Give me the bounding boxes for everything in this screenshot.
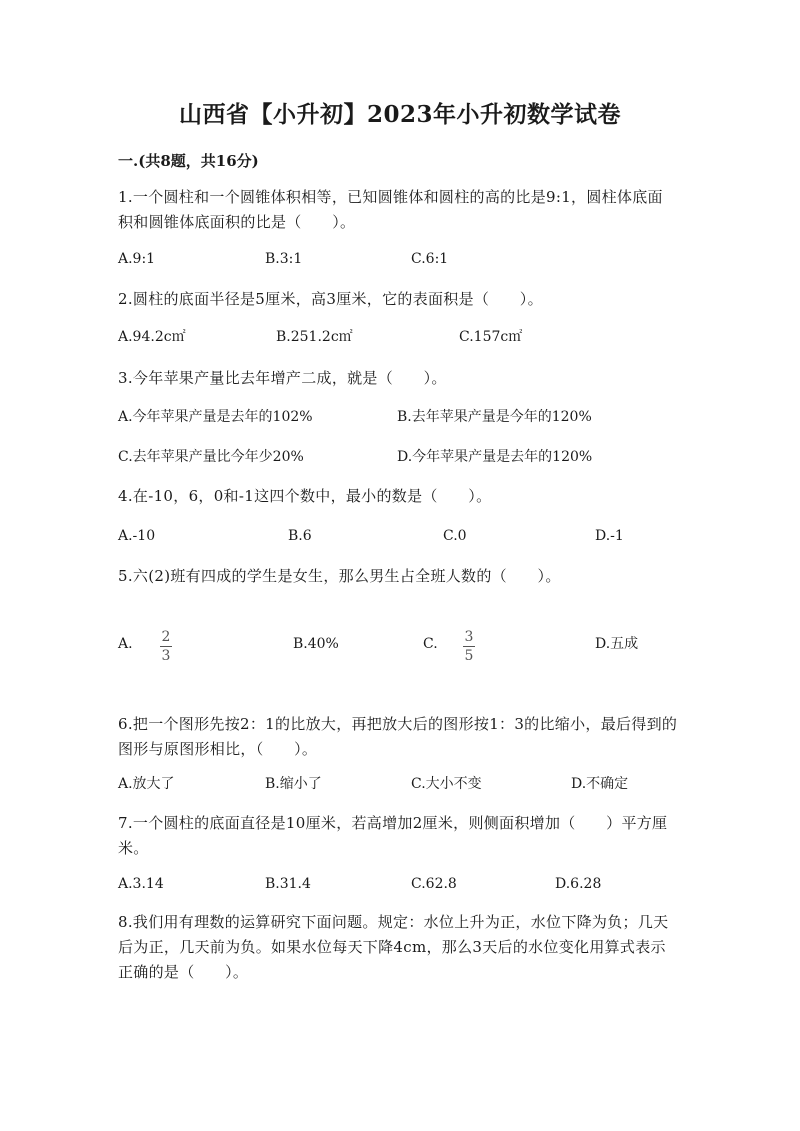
section-heading: 一.(共8题，共16分) (118, 152, 259, 170)
q1-option-c[interactable]: C.6:1 (411, 251, 449, 267)
q6-option-b[interactable]: B.缩小了 (265, 776, 322, 792)
q3-option-c[interactable]: C.去年苹果产量比今年少20% (118, 449, 304, 465)
question-5: 5.六(2)班有四成的学生是女生，那么男生占全班人数的（ ）。 (118, 567, 561, 585)
q5-option-a[interactable]: A. (118, 636, 133, 652)
q1-option-b[interactable]: B.3:1 (265, 251, 303, 267)
q1-option-a[interactable]: A.9:1 (118, 251, 156, 267)
q7-option-b[interactable]: B.31.4 (265, 876, 311, 892)
question-3: 3.今年苹果产量比去年增产二成，就是（ ）。 (118, 369, 447, 387)
q4-option-a[interactable]: A.-10 (118, 528, 156, 544)
q7-option-c[interactable]: C.62.8 (411, 876, 457, 892)
q4-option-b[interactable]: B.6 (288, 528, 312, 544)
q5-option-b[interactable]: B.40% (293, 636, 339, 652)
fraction-denominator: 5 (464, 648, 474, 664)
fraction-bar (463, 646, 475, 647)
fraction-bar (160, 646, 172, 647)
fraction-numerator: 2 (161, 629, 171, 645)
q5-option-d[interactable]: D.五成 (595, 636, 639, 652)
q3-option-a[interactable]: A.今年苹果产量是去年的102% (118, 409, 313, 425)
q4-option-d[interactable]: D.-1 (595, 528, 624, 544)
page-title: 山西省【小升初】2023年小升初数学试卷 (178, 101, 621, 128)
q6-option-a[interactable]: A.放大了 (118, 776, 175, 792)
question-7: 7.一个圆柱的底面直径是10厘米，若高增加2厘米，则侧面积增加（ ）平方厘米。 (118, 814, 668, 857)
q2-option-b[interactable]: B.251.2c㎡ (276, 329, 353, 345)
question-8: 8.我们用有理数的运算研究下面问题。规定：水位上升为正，水位下降为负；几天后为正，几天前为负。如果水位每天下降4cm，那么3天后的水位变化用算式表示正确的是（ ）。 (118, 913, 669, 981)
q3-option-d[interactable]: D.今年苹果产量是去年的120% (397, 449, 593, 465)
question-2: 2.圆柱的底面半径是5厘米，高3厘米，它的表面积是（ ）。 (118, 290, 543, 308)
q5-fraction-c (463, 629, 475, 664)
q2-option-c[interactable]: C.157c㎡ (459, 329, 523, 345)
q3-option-b[interactable]: B.去年苹果产量是今年的120% (397, 409, 592, 425)
q5-option-c[interactable]: C. (423, 636, 438, 652)
q7-option-a[interactable]: A.3.14 (118, 876, 164, 892)
q2-option-a[interactable]: A.94.2c㎡ (118, 329, 186, 345)
q7-option-d[interactable]: D.6.28 (555, 876, 602, 892)
question-4: 4.在-10，6，0和-1这四个数中，最小的数是（ ）。 (118, 487, 492, 505)
question-1: 1.一个圆柱和一个圆锥体积相等，已知圆锥体和圆柱的高的比是9:1，圆柱体底面积和圆锥体底面积的比是（ ）。 (118, 188, 663, 231)
fraction-denominator: 3 (161, 648, 171, 664)
question-6: 6.把一个图形先按2：1的比放大，再把放大后的图形按1：3的比缩小，最后得到的图形与原图形相比，（ ）。 (118, 715, 678, 758)
q6-option-d[interactable]: D.不确定 (571, 776, 629, 792)
q6-option-c[interactable]: C.大小不变 (411, 776, 482, 792)
fraction-numerator: 3 (464, 629, 474, 645)
q5-fraction-a (160, 629, 172, 664)
q4-option-c[interactable]: C.0 (443, 528, 467, 544)
